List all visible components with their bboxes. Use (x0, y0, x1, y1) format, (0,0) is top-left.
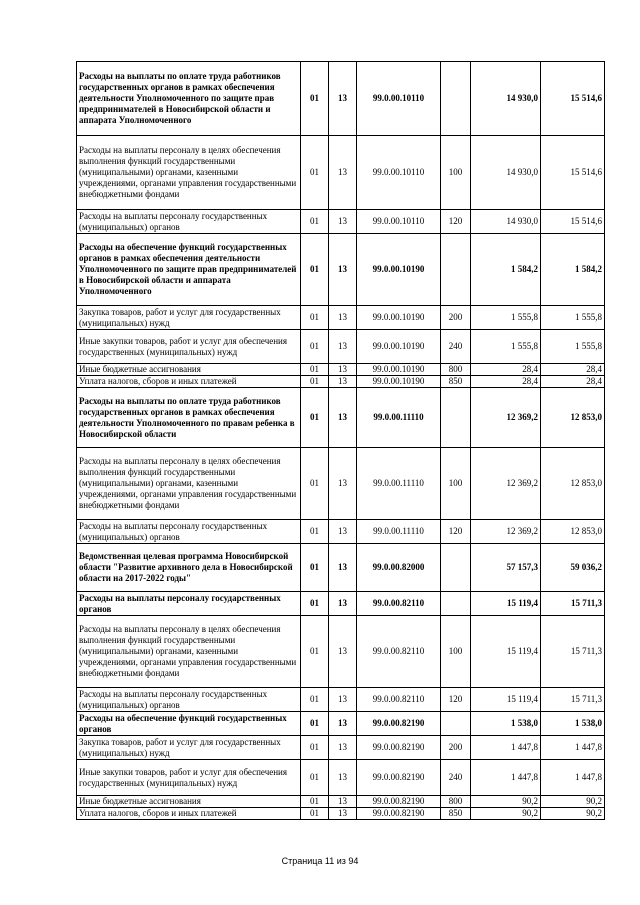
row-value-2: 15 514,6 (541, 210, 605, 234)
table-row (77, 796, 605, 808)
row-rz: 01 (301, 616, 329, 688)
row-name: Иные бюджетные ассигнования (77, 364, 301, 376)
row-name: Расходы на выплаты персоналу государственных (муниципальных) органов (77, 520, 301, 544)
row-name: Расходы на обеспечение функций государственных органов (77, 712, 301, 736)
row-pr: 13 (329, 616, 357, 688)
row-value-1: 14 930,0 (471, 136, 541, 210)
row-pr: 13 (329, 388, 357, 448)
row-value-1: 1 555,8 (471, 330, 541, 364)
row-rz: 01 (301, 210, 329, 234)
table-row (77, 736, 605, 760)
row-value-2: 15 711,3 (541, 592, 605, 616)
row-csr: 99.0.00.10190 (357, 330, 441, 364)
row-pr: 13 (329, 376, 357, 388)
row-csr: 99.0.00.82190 (357, 736, 441, 760)
row-pr: 13 (329, 544, 357, 592)
row-pr: 13 (329, 592, 357, 616)
row-vr: 100 (441, 448, 471, 520)
row-csr: 99.0.00.10190 (357, 376, 441, 388)
row-vr: 100 (441, 136, 471, 210)
row-value-1: 1 555,8 (471, 306, 541, 330)
row-vr: 120 (441, 688, 471, 712)
row-csr: 99.0.00.82190 (357, 760, 441, 796)
row-rz: 01 (301, 796, 329, 808)
table-row (77, 592, 605, 616)
row-rz: 01 (301, 62, 329, 136)
row-value-2: 15 711,3 (541, 688, 605, 712)
row-csr: 99.0.00.82110 (357, 616, 441, 688)
row-vr: 200 (441, 306, 471, 330)
table-row (77, 330, 605, 364)
row-pr: 13 (329, 330, 357, 364)
table-row (77, 712, 605, 736)
row-rz: 01 (301, 712, 329, 736)
row-value-2: 1 584,2 (541, 234, 605, 306)
row-csr: 99.0.00.10110 (357, 136, 441, 210)
row-value-1: 1 447,8 (471, 736, 541, 760)
row-csr: 99.0.00.11110 (357, 520, 441, 544)
row-rz: 01 (301, 808, 329, 820)
row-pr: 13 (329, 688, 357, 712)
row-rz: 01 (301, 136, 329, 210)
row-rz: 01 (301, 306, 329, 330)
row-value-1: 12 369,2 (471, 520, 541, 544)
row-value-1: 90,2 (471, 808, 541, 820)
row-pr: 13 (329, 234, 357, 306)
row-csr: 99.0.00.10190 (357, 234, 441, 306)
row-name: Уплата налогов, сборов и иных платежей (77, 376, 301, 388)
row-name: Расходы на выплаты персоналу в целях обеспечения выполнения функций государственными (муниципальными) органами, казенными учреждениями, органами управления государственными внебюджетными фондами (77, 448, 301, 520)
row-rz: 01 (301, 736, 329, 760)
row-rz: 01 (301, 330, 329, 364)
table-row (77, 544, 605, 592)
row-vr: 240 (441, 330, 471, 364)
table-row (77, 62, 605, 136)
table-row (77, 306, 605, 330)
row-value-1: 28,4 (471, 364, 541, 376)
row-value-2: 1 555,8 (541, 306, 605, 330)
row-value-1: 14 930,0 (471, 210, 541, 234)
row-rz: 01 (301, 388, 329, 448)
row-value-2: 15 514,6 (541, 136, 605, 210)
row-value-2: 1 555,8 (541, 330, 605, 364)
table-row (77, 376, 605, 388)
row-rz: 01 (301, 448, 329, 520)
row-name: Расходы на выплаты персоналу государственных (муниципальных) органов (77, 688, 301, 712)
row-csr: 99.0.00.82000 (357, 544, 441, 592)
row-value-2: 28,4 (541, 364, 605, 376)
row-vr: 240 (441, 760, 471, 796)
row-name: Расходы на обеспечение функций государственных органов в рамках обеспечения деятельности Уполномоченного по защите прав предпринимателей в Новосибирской области и аппарата Уполномоченного (77, 234, 301, 306)
row-rz: 01 (301, 592, 329, 616)
table-row (77, 448, 605, 520)
row-value-2: 1 447,8 (541, 736, 605, 760)
row-rz: 01 (301, 364, 329, 376)
row-value-1: 15 119,4 (471, 688, 541, 712)
row-value-1: 1 538,0 (471, 712, 541, 736)
row-name: Ведомственная целевая программа Новосибирской области "Развитие архивного дела в Новосибирской области на 2017-2022 годы" (77, 544, 301, 592)
row-csr: 99.0.00.10190 (357, 364, 441, 376)
budget-table (76, 61, 605, 820)
row-vr (441, 544, 471, 592)
row-value-1: 28,4 (471, 376, 541, 388)
row-vr: 200 (441, 736, 471, 760)
row-rz: 01 (301, 544, 329, 592)
table-row (77, 210, 605, 234)
row-value-2: 90,2 (541, 808, 605, 820)
row-vr (441, 388, 471, 448)
row-csr: 99.0.00.82110 (357, 688, 441, 712)
row-csr: 99.0.00.82190 (357, 796, 441, 808)
row-value-1: 1 447,8 (471, 760, 541, 796)
row-vr: 850 (441, 376, 471, 388)
row-pr: 13 (329, 712, 357, 736)
row-pr: 13 (329, 808, 357, 820)
row-vr: 850 (441, 808, 471, 820)
row-name: Расходы на выплаты персоналу государственных органов (77, 592, 301, 616)
row-name: Расходы на выплаты персоналу в целях обеспечения выполнения функций государственными (муниципальными) органами, казенными учреждениями, органами управления государственными внебюджетными фондами (77, 616, 301, 688)
row-value-2: 59 036,2 (541, 544, 605, 592)
row-name: Иные закупки товаров, работ и услуг для обеспечения государственных (муниципальных) нужд (77, 760, 301, 796)
row-vr (441, 62, 471, 136)
row-name: Расходы на выплаты по оплате труда работников государственных органов в рамках обеспечения деятельности Уполномоченного по правам ребенка в Новосибирской области (77, 388, 301, 448)
table-row (77, 808, 605, 820)
row-value-2: 15 514,6 (541, 62, 605, 136)
row-pr: 13 (329, 136, 357, 210)
row-vr (441, 712, 471, 736)
row-value-1: 57 157,3 (471, 544, 541, 592)
row-csr: 99.0.00.11110 (357, 448, 441, 520)
row-rz: 01 (301, 520, 329, 544)
row-rz: 01 (301, 688, 329, 712)
row-pr: 13 (329, 62, 357, 136)
row-name: Закупка товаров, работ и услуг для государственных (муниципальных) нужд (77, 306, 301, 330)
row-csr: 99.0.00.82190 (357, 808, 441, 820)
row-vr: 800 (441, 364, 471, 376)
row-pr: 13 (329, 796, 357, 808)
row-rz: 01 (301, 376, 329, 388)
row-value-1: 12 369,2 (471, 448, 541, 520)
table-row (77, 136, 605, 210)
table-row (77, 520, 605, 544)
row-name: Расходы на выплаты персоналу государственных (муниципальных) органов (77, 210, 301, 234)
table-row (77, 388, 605, 448)
row-vr (441, 592, 471, 616)
row-rz: 01 (301, 760, 329, 796)
row-value-2: 1 447,8 (541, 760, 605, 796)
row-name: Иные закупки товаров, работ и услуг для обеспечения государственных (муниципальных) нужд (77, 330, 301, 364)
row-csr: 99.0.00.10110 (357, 62, 441, 136)
row-pr: 13 (329, 210, 357, 234)
row-value-2: 15 711,3 (541, 616, 605, 688)
table-row (77, 616, 605, 688)
row-value-1: 14 930,0 (471, 62, 541, 136)
table-row (77, 688, 605, 712)
row-vr (441, 234, 471, 306)
row-value-1: 1 584,2 (471, 234, 541, 306)
row-value-2: 28,4 (541, 376, 605, 388)
row-value-2: 12 853,0 (541, 520, 605, 544)
row-pr: 13 (329, 736, 357, 760)
row-csr: 99.0.00.11110 (357, 388, 441, 448)
table-row (77, 234, 605, 306)
row-name: Уплата налогов, сборов и иных платежей (77, 808, 301, 820)
row-vr: 120 (441, 520, 471, 544)
row-vr: 100 (441, 616, 471, 688)
row-name: Иные бюджетные ассигнования (77, 796, 301, 808)
row-vr: 120 (441, 210, 471, 234)
row-name: Расходы на выплаты персоналу в целях обеспечения выполнения функций государственными (муниципальными) органами, казенными учреждениями, органами управления государственными внебюджетными фондами (77, 136, 301, 210)
row-pr: 13 (329, 760, 357, 796)
row-value-2: 90,2 (541, 796, 605, 808)
row-rz: 01 (301, 234, 329, 306)
table-row (77, 760, 605, 796)
row-name: Закупка товаров, работ и услуг для государственных (муниципальных) нужд (77, 736, 301, 760)
row-pr: 13 (329, 448, 357, 520)
table-body (77, 62, 605, 820)
row-csr: 99.0.00.10190 (357, 306, 441, 330)
row-csr: 99.0.00.10110 (357, 210, 441, 234)
row-value-2: 1 538,0 (541, 712, 605, 736)
row-value-2: 12 853,0 (541, 388, 605, 448)
row-pr: 13 (329, 520, 357, 544)
row-vr: 800 (441, 796, 471, 808)
row-name: Расходы на выплаты по оплате труда работников государственных органов в рамках обеспечения деятельности Уполномоченного по защите прав предпринимателей в Новосибирской области и аппарата Уполномоченного (77, 62, 301, 136)
row-pr: 13 (329, 364, 357, 376)
row-value-2: 12 853,0 (541, 448, 605, 520)
table-row (77, 364, 605, 376)
row-value-1: 15 119,4 (471, 616, 541, 688)
row-value-1: 90,2 (471, 796, 541, 808)
page-number: Страница 11 из 94 (281, 856, 359, 866)
row-csr: 99.0.00.82110 (357, 592, 441, 616)
row-csr: 99.0.00.82190 (357, 712, 441, 736)
row-pr: 13 (329, 306, 357, 330)
row-value-1: 12 369,2 (471, 388, 541, 448)
row-value-1: 15 119,4 (471, 592, 541, 616)
